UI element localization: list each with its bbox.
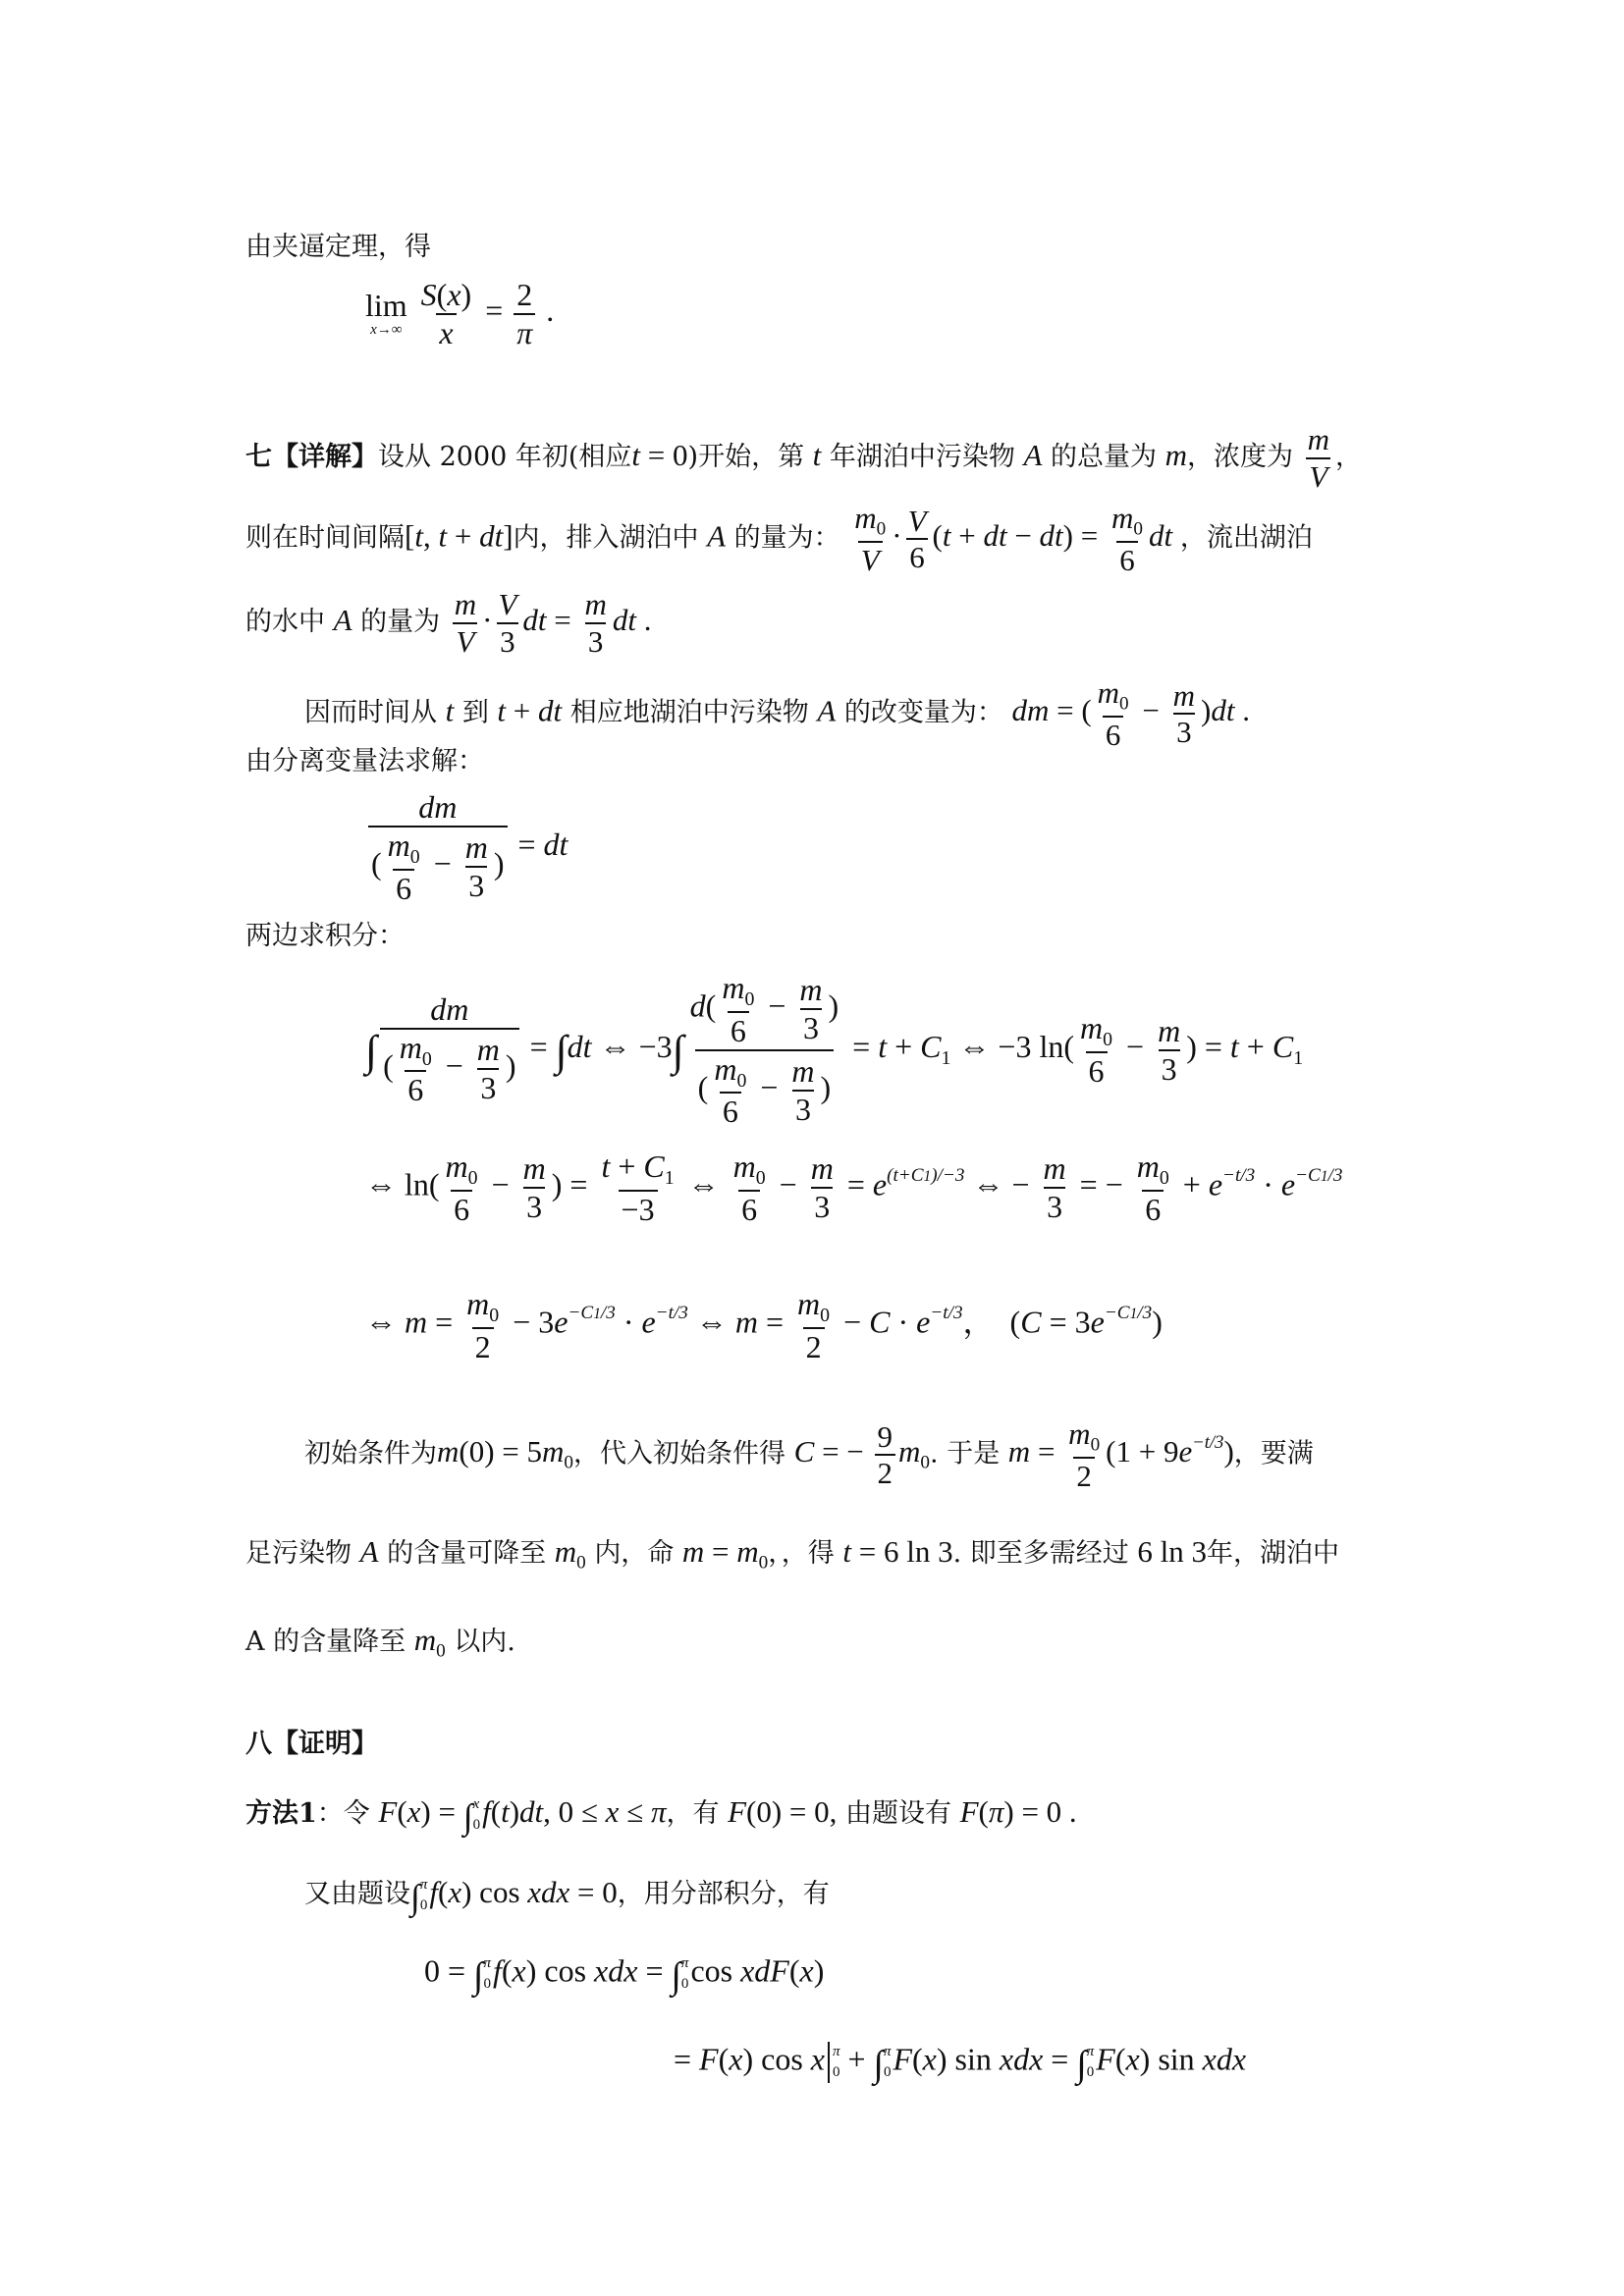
text-integrate: 两边求积分： xyxy=(245,921,405,951)
section-7-initial: 初始条件为$m(0) = 5m_0$，代入初始条件得 C = − $\frac{9}{2}$ $m_0$. 于是 m = $\frac{m_0}{2}$ $(1 + 9e^{-t/3})$，要满 xyxy=(304,1416,1314,1493)
section-8-heading: 八【证明】 xyxy=(245,1729,378,1759)
section-7-conclusion-1: 足污染物 A 的含量可降至 $m_0$ 内，命 $m = m_0$，，得 t = 6 ln 3. 即至多需经过 6 ln 3年，湖泊中 xyxy=(245,1534,1339,1574)
section-8-parts-intro: 又由题设∫ π 0 f(x) cos xdx = 0，用分部积分，有 xyxy=(304,1875,830,1917)
equation-integral-3: ⇔ m = $\frac{m_0}{2}$ − $3e^{-C1/3} \cdot e^{-t/3}$ ⇔ m = $\frac{m_0}{2}$ − $C \cdot e^{-t/3}$， $(C = 3e^{-C1/3})$ xyxy=(365,1286,1163,1364)
text-separation: 由分离变量法求解： xyxy=(245,746,484,776)
section-7-conclusion-2: A 的含量降至 $m_0$ 以内. xyxy=(245,1623,515,1662)
equation-limit: lim x→∞ $\frac{S(x)}{x}$ = $\frac{2}{\pi}$ . xyxy=(365,277,555,350)
section-7-line-3: 的水中 A 的量为 $\frac{m}{V}$ · $\frac{V}{3}$ dt = $\frac{m}{3}$ dt . xyxy=(245,587,652,659)
equation-parts-1: 0 = ∫ π 0 f(x) cos xdx = ∫ π 0 cos xdF(x) xyxy=(424,1952,825,1998)
text-squeeze-intro: 由夹逼定理，得 xyxy=(245,232,431,262)
equation-separation: dm ( $\frac{m_0}{6}$ − $\frac{m}{3}$ ) = dt xyxy=(365,789,568,906)
equation-integral-2: ⇔ ln( $\frac{m_0}{6}$ − $\frac{m}{3}$ ) = $\frac{t + C_1}{-3}$ ⇔ $\frac{m_0}{6}$ − $\frac{m}{3}$ = $e^{(t+C1)/-3}$ ⇔ − $\frac{m}{3}$ = − $\frac{m_0}{6}$ + $e^{-t/3} \cdot e^{-C1/3}$ xyxy=(365,1148,1343,1227)
section-7-line-4: 因而时间从 t 到 t + dt 相应地湖泊中污染物 A 的改变量为： dm = ( $\frac{m_0}{6}$ − $\frac{m}{3}$ )dt . xyxy=(304,675,1250,752)
section-7-line-1: 七【详解】设从 2000 年初(相应t = 0)开始，第 t 年湖泊中污染物 A 的总量为 m，浓度为 $\frac{m}{V}$ ， xyxy=(245,422,1362,494)
section-7-line-2: 则在时间间隔[t, t + dt]内，排入湖泊中 A 的量为： $\frac{m_0}{V}$ · $\frac{V}{6}$ (t + dt − dt) = $\frac{m_0}{6}$ dt ，流出湖泊 xyxy=(245,501,1313,577)
equation-parts-2: = F(x) cos x π 0 + ∫ π 0 F(x) sin xdx = ∫ π 0 F(x) sin xdx xyxy=(674,2041,1247,2086)
equation-integral-1: ∫ dm ( $\frac{m_0}{6}$ − $\frac{m}{3}$ ) = ∫dt ⇔ −3∫ d( $\frac{m_0}{6}$ − $\frac{m}{3}$ ) ( $\frac{m_0}{6}$ − $\frac{m}{3}$ ) = $t + C_1$ ⇔ −3 ln( $\frac{m_0}{6}$ − $\frac{m}{3}$ ) = $t + C_1$ xyxy=(365,970,1304,1130)
section-8-method-1: 方法1：令 F(x) = ∫ x 0 f(t)dt, 0 ≤ x ≤ π，有 F(0) = 0, 由题设有 F(π) = 0 . xyxy=(245,1794,1077,1837)
